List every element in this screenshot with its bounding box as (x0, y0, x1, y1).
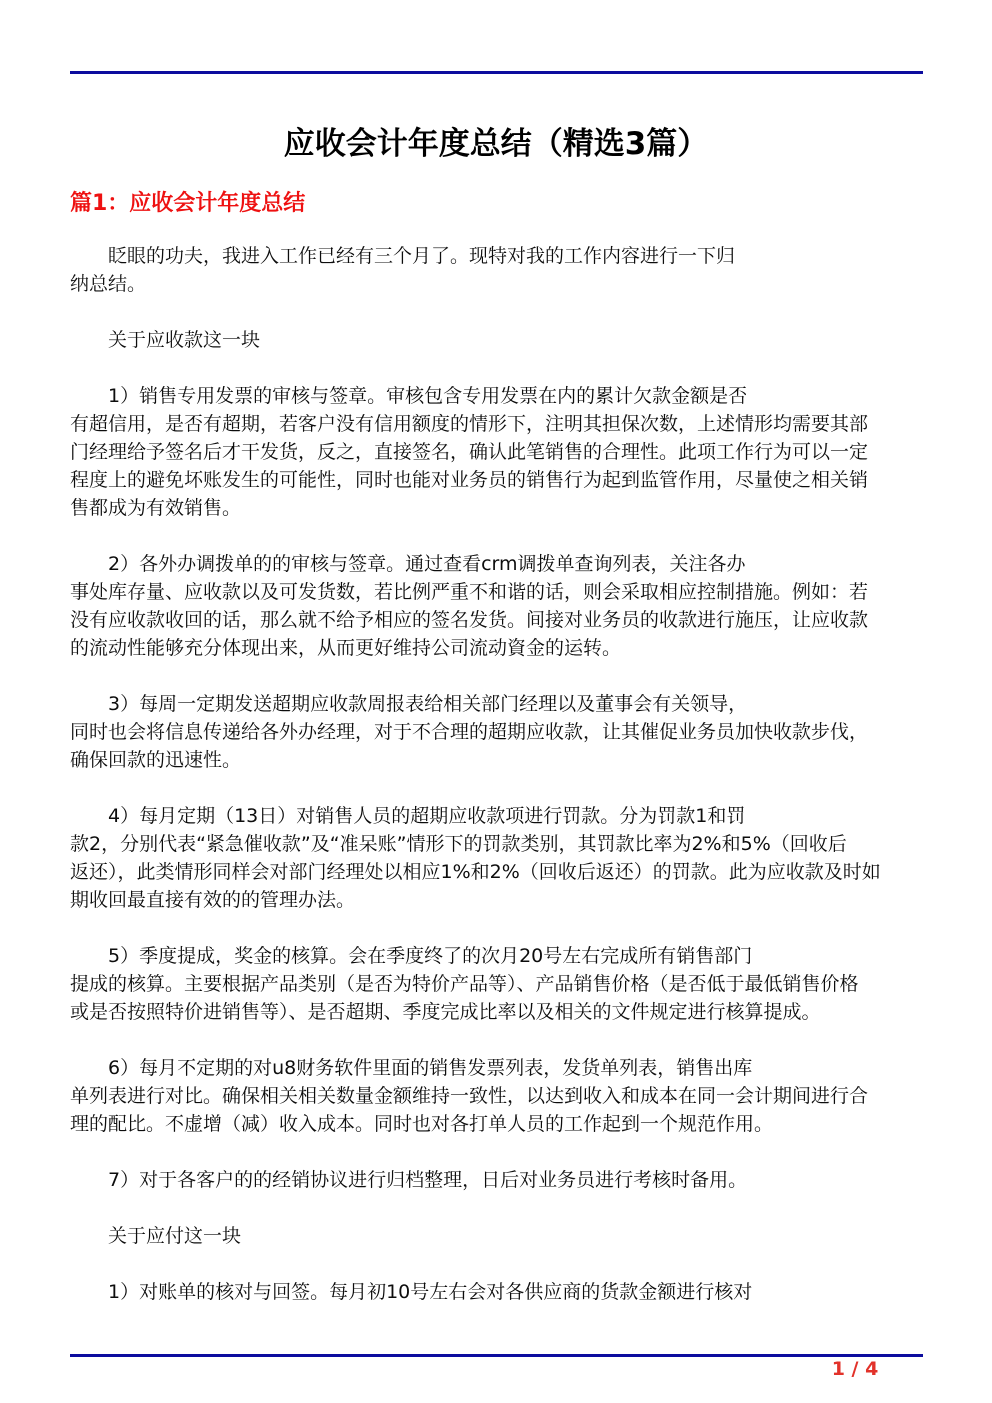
text-line: 纳总结。 (70, 273, 147, 295)
section-heading: 篇1：应收会计年度总结 (70, 191, 306, 216)
text-line: 门经理给予签名后才干发货，反之，直接签名，确认此笔销售的合理性。此项工作行为可以一定 (70, 441, 869, 463)
text-line: 或是否按照特价进销售等）、是否超期、季度完成比率以及相关的文件规定进行核算提成。 (70, 1001, 821, 1023)
paragraph-4 (70, 802, 926, 914)
paragraph-5 (70, 942, 926, 1026)
text-line: 确保回款的迅速性。 (70, 749, 242, 771)
text-line: 理的配比。不虚增（减）收入成本。同时也对各打单人员的工作起到一个规范作用。 (70, 1113, 774, 1135)
text-line: 没有应收款收回的话，那么就不给予相应的签名发货。间接对业务员的收款进行施压，让应收款 (70, 609, 869, 631)
subheading-receivables (70, 326, 926, 354)
paragraph-3 (70, 690, 926, 774)
text-line: 1）对账单的核对与回签。每月初10号左右会对各供应商的货款金额进行核对 (108, 1281, 753, 1303)
text-line: 2）各外办调拨单的的审核与签章。通过查看crm调拨单查询列表，关注各办 (108, 553, 746, 575)
paragraph-2 (70, 550, 926, 662)
text-line: 同时也会将信息传递给各外办经理，对于不合理的超期应收款，让其催促业务员加快收款步伐， (70, 721, 869, 743)
text-line: 1）销售专用发票的审核与签章。审核包含专用发票在内的累计欠款金额是否 (108, 385, 748, 407)
paragraph-8 (70, 1278, 926, 1306)
text-line: 款2，分别代表“紧急催收款”及“准呆账”情形下的罚款类别，其罚款比率为2%和5%（回收后 (70, 833, 847, 855)
paragraph-6 (70, 1054, 926, 1138)
text-line: 关于应付这一块 (108, 1225, 242, 1247)
text-line: 关于应收款这一块 (108, 329, 261, 351)
page-number-indicator: 1 / 4 (831, 1358, 879, 1380)
text-line: 售都成为有效销售。 (70, 497, 242, 519)
subheading-payables (70, 1222, 926, 1250)
text-line: 5）季度提成，奖金的核算。会在季度终了的次月20号左右完成所有销售部门 (108, 945, 753, 967)
text-line: 返还），此类情形同样会对部门经理处以相应1%和2%（回收后返还）的罚款。此为应收款及时如 (70, 861, 881, 883)
text-line: 提成的核算。主要根据产品类别（是否为特价产品等）、产品销售价格（是否低于最低销售价格 (70, 973, 859, 995)
bottom-divider-rule (70, 1354, 923, 1357)
document-body (70, 242, 926, 1306)
document-title: 应收会计年度总结（精选3篇） (283, 126, 709, 162)
text-line: 的流动性能够充分体现出来，从而更好维持公司流动資金的运转。 (70, 637, 622, 659)
text-line: 期收回最直接有效的的管理办法。 (70, 889, 356, 911)
paragraph-1 (70, 382, 926, 522)
text-line: 程度上的避免坏账发生的可能性，同时也能对业务员的销售行为起到监管作用，尽量使之相关销 (70, 469, 869, 491)
intro-paragraph (70, 242, 926, 298)
text-line: 4）每月定期（13日）对销售人员的超期应收款项进行罚款。分为罚款1和罚 (108, 805, 746, 827)
text-line: 眨眼的功夫，我进入工作已经有三个月了。现特对我的工作内容进行一下归 (108, 245, 736, 267)
text-line: 单列表进行对比。确保相关相关数量金额维持一致性，以达到收入和成本在同一会计期间进行合 (70, 1085, 869, 1107)
text-line: 7）对于各客户的的经销协议进行归档整理，日后对业务员进行考核时备用。 (108, 1169, 748, 1191)
paragraph-7 (70, 1166, 926, 1194)
text-line: 有超信用，是否有超期，若客户没有信用额度的情形下，注明其担保次数，上述情形均需要其部 (70, 413, 869, 435)
text-line: 6）每月不定期的对u8财务软件里面的销售发票列表，发货单列表，销售出库 (108, 1057, 753, 1079)
top-divider-rule (70, 71, 923, 74)
text-line: 事处库存量、应收款以及可发货数，若比例严重不和谐的话，则会采取相应控制措施。例如：若 (70, 581, 869, 603)
text-line: 3）每周一定期发送超期应收款周报表给相关部门经理以及董事会有关领导， (108, 693, 748, 715)
